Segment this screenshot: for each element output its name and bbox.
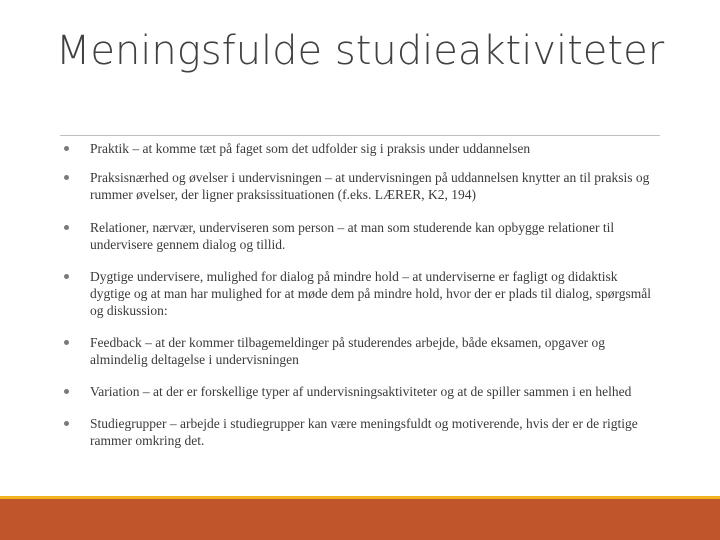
bullet-item-studiegrupper bbox=[60, 415, 660, 449]
bullet-item-variation bbox=[60, 383, 660, 400]
slide-title: Meningsfulde studieaktiviteter bbox=[55, 28, 665, 74]
bullet-dot-icon bbox=[64, 274, 69, 279]
title-divider bbox=[60, 135, 660, 136]
bullet-text: Dygtige undervisere, mulighed for dialog på mindre hold – at underviserne er fagligt og didaktisk dygtige og at man har mulighed for at møde dem på mindre hold, hvor der er plads til dialog, spørgsmål og diskussion: bbox=[90, 269, 652, 318]
bullet-text: Praktik – at komme tæt på faget som det udfolder sig i praksis under uddannelsen bbox=[90, 141, 531, 156]
bullet-item-praksisnaerhed bbox=[60, 169, 660, 203]
bullet-item-dygtige-undervisere bbox=[60, 268, 660, 319]
bullet-dot-icon bbox=[64, 421, 69, 426]
bullet-item-feedback bbox=[60, 334, 660, 368]
bullet-item-praktik bbox=[60, 140, 660, 157]
bullet-item-relationer bbox=[60, 219, 660, 253]
bullet-text: Feedback – at der kommer tilbagemeldinger på studerendes arbejde, både eksamen, opgaver og almindelig deltagelse i undervisningen bbox=[90, 335, 606, 367]
bullet-dot-icon bbox=[64, 175, 69, 180]
bullet-dot-icon bbox=[64, 340, 69, 345]
bullet-dot-icon bbox=[64, 389, 69, 394]
footer-bar bbox=[0, 499, 720, 540]
bullet-text: Praksisnærhed og øvelser i undervisningen – at undervisningen på uddannelsen knytter an til praksis og rummer øvelser, der ligner praksissituationen (f.eks. LÆRER, K2, 194) bbox=[90, 170, 650, 202]
bullet-list bbox=[60, 137, 660, 449]
bullet-dot-icon bbox=[64, 225, 69, 230]
bullet-dot-icon bbox=[64, 146, 69, 151]
bullet-text: Studiegrupper – arbejde i studiegrupper kan være meningsfuldt og motiverende, hvis der er de rigtige rammer omkring det. bbox=[90, 416, 638, 448]
bullet-text: Relationer, nærvær, underviseren som person – at man som studerende kan opbygge relationer til undervisere gennem dialog og tillid. bbox=[90, 220, 615, 252]
bullet-text: Variation – at der er forskellige typer af undervisningsaktiviteter og at de spiller sammen i en helhed bbox=[90, 384, 632, 399]
